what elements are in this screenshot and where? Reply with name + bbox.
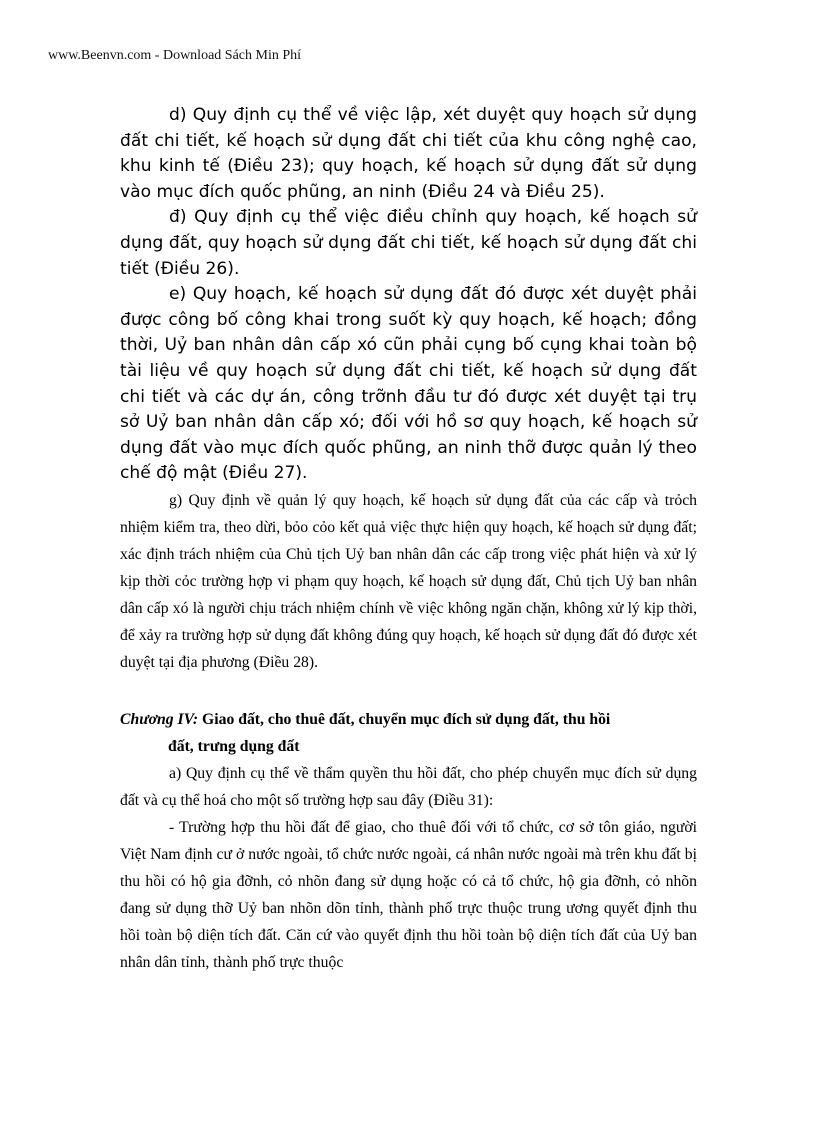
paragraph-e: e) Quy hoạch, kế hoạch sử dụng đất đó được xét duyệt phải được công bố công khai trong suốt kỳ quy hoạch, kế hoạch; đồng thời, Uỷ ban nhân dân cấp xó cũn phải cụng bố cụng khai toàn bộ tài liệu về quy hoạch sử dụng đất chi tiết, kế hoạch sử dụng đất chi tiết và các dự án, công trỡnh đầu tư đó được xét duyệt tại trụ sở Uỷ ban nhân dân cấp xó; đối với hồ sơ quy hoạch, kế hoạch sử dụng đất vào mục đích quốc phũng, an ninh thỡ được quản lý theo chế độ mật (Điều 27). bbox=[120, 284, 697, 484]
paragraph-g: g) Quy định về quản lý quy hoạch, kế hoạch sử dụng đất của các cấp và trỏch nhiệm kiểm tra, theo dừi, bỏo cỏo kết quả việc thực hiện quy hoạch, kế hoạch sử dụng đất; xác định trách nhiệm của Chủ tịch Uỷ ban nhân dân các cấp trong việc phát hiện và xử lý kịp thời cỏc trường hợp vi phạm quy hoạch, kế hoạch sử dụng đất, Chủ tịch Uỷ ban nhân dân cấp xó là người chịu trách nhiệm chính về việc không ngăn chặn, không xử lý kịp thời, để xảy ra trường hợp sử dụng đất không đúng quy hoạch, kế hoạch sử dụng đất đó được xét duyệt tại địa phương (Điều 28). bbox=[120, 491, 697, 671]
page-header-source: www.Beenvn.com - Download Sách Min Phí bbox=[48, 48, 302, 63]
chapter-title-line2: đất, trưng dụng đất bbox=[168, 737, 300, 755]
paragraph-dd: đ) Quy định cụ thể việc điều chỉnh quy hoạch, kế hoạch sử dụng đất, quy hoạch sử dụng đất chi tiết, kế hoạch sử dụng đất chi tiết (Điều 26). bbox=[120, 207, 697, 279]
chapter-paragraph-case: - Trường hợp thu hồi đất để giao, cho thuê đối với tổ chức, cơ sở tôn giáo, người Việt Nam định cư ở nước ngoài, tổ chức nước ngoài, cá nhân nước ngoài mà trên khu đất bị thu hồi có hộ gia đỡnh, cỏ nhõn đang sử dụng hoặc có cả tổ chức, hộ gia đỡnh, cỏ nhõn đang sử dụng thỡ Uỷ ban nhõn dõn tỉnh, thành phố trực thuộc trung ương quyết định thu hồi toàn bộ diện tích đất. Căn cứ vào quyết định thu hồi toàn bộ diện tích đất của Uỷ ban nhân dân tỉnh, thành phố trực thuộc bbox=[120, 818, 697, 971]
chapter-title-line1: Giao đất, cho thuê đất, chuyển mục đích sử dụng đất, thu hồi bbox=[202, 710, 611, 728]
document-body bbox=[120, 103, 697, 976]
chapter-paragraph-a: a) Quy định cụ thể về thẩm quyền thu hồi đất, cho phép chuyển mục đích sử dụng đất và cụ thể hoá cho một số trường hợp sau đây (Điều 31): bbox=[120, 764, 697, 809]
chapter-label: Chương IV: bbox=[120, 710, 199, 728]
chapter-heading bbox=[120, 706, 697, 760]
paragraph-d: d) Quy định cụ thể về việc lập, xét duyệt quy hoạch sử dụng đất chi tiết, kế hoạch sử dụng đất chi tiết của khu công nghệ cao, khu kinh tế (Điều 23); quy hoạch, kế hoạch sử dụng đất sử dụng vào mục đích quốc phũng, an ninh (Điều 24 và Điều 25). bbox=[120, 105, 697, 202]
